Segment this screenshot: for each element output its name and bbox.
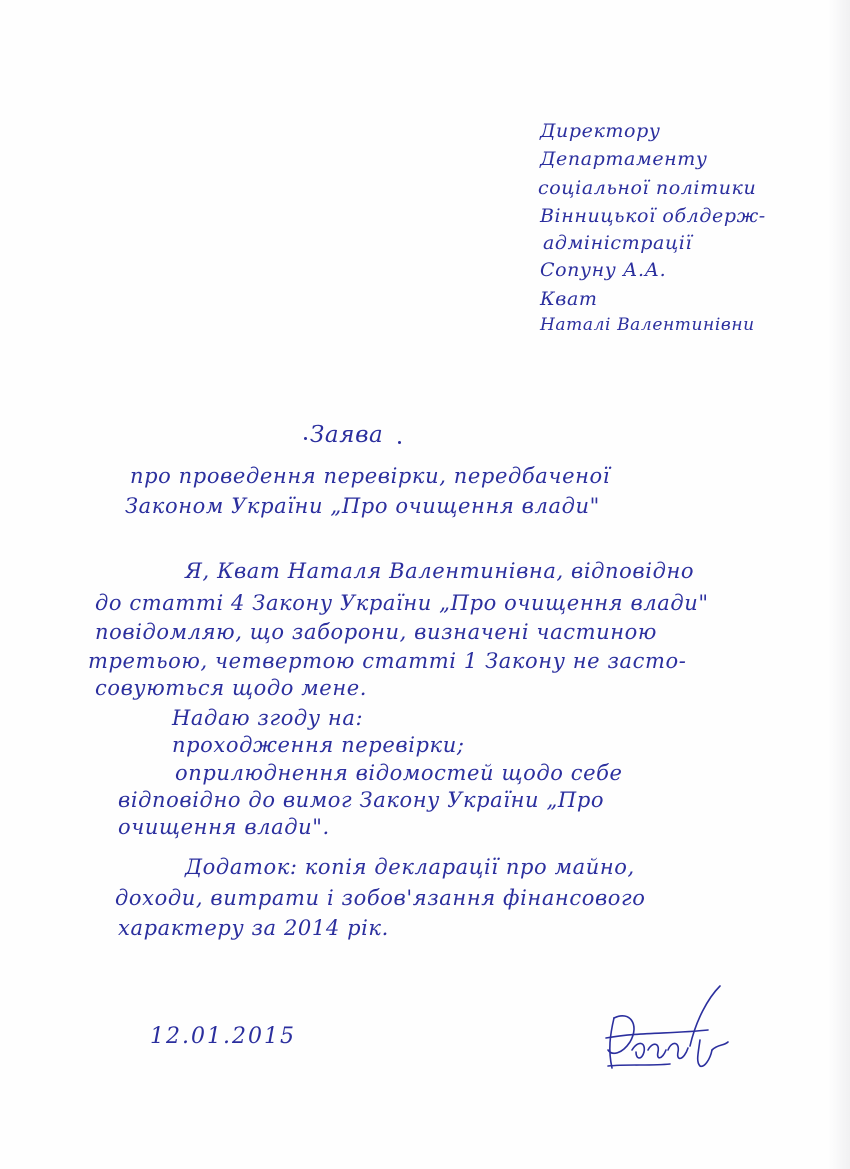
consent-line: відповідно до вимог Закону України „Про: [118, 788, 605, 812]
attachment-line: Додаток: копія декларації про майно,: [185, 855, 635, 879]
document-subtitle-line: Законом України „Про очищення влади": [125, 494, 600, 518]
statement-line: повідомляю, що заборони, визначені частиною: [95, 620, 657, 644]
addressee-line: соціальної політики: [538, 177, 757, 199]
attachment-line: доходи, витрати і зобов'язання фінансового: [115, 886, 646, 910]
addressee-line: Сопуну А.А.: [540, 259, 667, 281]
document-date: 12.01.2015: [150, 1024, 296, 1049]
consent-line: очищення влади".: [118, 815, 330, 839]
addressee-line: Вінницької облдерж-: [540, 205, 766, 227]
page-edge-shadow: [828, 0, 850, 1169]
statement-line: Я, Кват Наталя Валентинівна, відповідно: [185, 559, 695, 583]
addressee-line: Директору: [540, 120, 661, 142]
consent-line: Надаю згоду на:: [172, 706, 364, 730]
statement-line: до статті 4 Закону України „Про очищення влади": [95, 591, 709, 615]
addressee-line: адміністрації: [543, 232, 693, 254]
sender-surname: Кват: [540, 288, 598, 310]
handwritten-signature-icon: [600, 980, 740, 1080]
sender-name: Наталі Валентинівни: [540, 315, 755, 335]
addressee-line: Департаменту: [540, 148, 708, 170]
consent-line: проходження перевірки;: [172, 733, 465, 757]
statement-line: третьою, четвертою статті 1 Закону не засто-: [88, 649, 687, 673]
document-subtitle-line: про проведення перевірки, передбаченої: [130, 464, 611, 488]
ink-dot: [398, 441, 401, 444]
attachment-line: характеру за 2014 рік.: [118, 916, 389, 940]
statement-line: совуються щодо мене.: [95, 676, 368, 700]
ink-dot: [304, 437, 307, 440]
document-title: Заява: [310, 422, 384, 448]
consent-line: оприлюднення відомостей щодо себе: [175, 761, 623, 785]
